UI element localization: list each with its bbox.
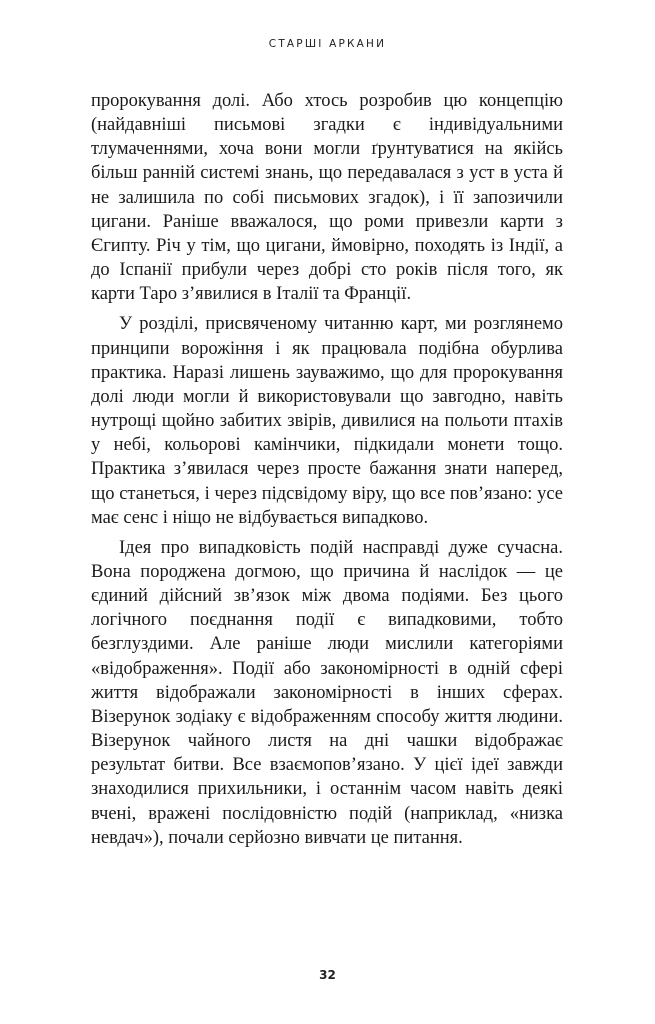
paragraph-1: пророкування долі. Або хтось розробив цю концепцію (найдавніші письмові згадки є індивідуальними тлумаченнями, хоча вони могли ґрунтуватися на якійсь більш ранній системі знань, що передавалася з уст в уста й не залишила по собі письмових згадок), і її запозичили цигани. Раніше вважалося, що роми привезли карти з Єгипту. Річ у тім, що цигани, ймовірно, походять із Індії, а до Іспанії прибули через добрі сто років після того, як карти Таро з’явилися в Італії та Франції. bbox=[91, 91, 563, 305]
body-text bbox=[91, 89, 563, 850]
page-number: 32 bbox=[319, 968, 336, 982]
running-head: СТАРШІ АРКАНИ bbox=[268, 38, 387, 50]
paragraph-2: У розділі, присвяченому читанню карт, ми розглянемо принципи ворожіння і як працювала подібна обурлива практика. Наразі лишень зауважимо, що для пророкування долі люди могли й використовували що завгодно, навіть нутрощі щойно забитих звірів, дивилися на польоти птахів у небі, кольорові камінчики, підкидали монети тощо. Практика з’явилася через просте бажання знати наперед, що станеться, і через підсвідому віру, що все пов’язано: усе має сенс і ніщо не відбувається випадково. bbox=[91, 314, 563, 528]
paragraph-3: Ідея про випадковість подій насправді дуже сучасна. Вона породжена догмою, що причина й наслідок — це єдиний дійсний зв’язок між двома подіями. Без цього логічного поєднання події є випадковими, тобто безглуздими. Але раніше люди мислили категоріями «відображення». Події або закономірності в одній сфері життя відображали закономірності в інших сферах. Візерунок зодіаку є відображенням способу життя людини. Візерунок чайного листя на дні чашки відображає результат битви. Все взаємопов’язано. У цієї ідеї завжди знаходилися прихильники, і останнім часом навіть деякі вчені, вражені послідовністю подій (наприклад, «низка невдач»), почали серйозно вивчати це питання. bbox=[91, 537, 563, 848]
